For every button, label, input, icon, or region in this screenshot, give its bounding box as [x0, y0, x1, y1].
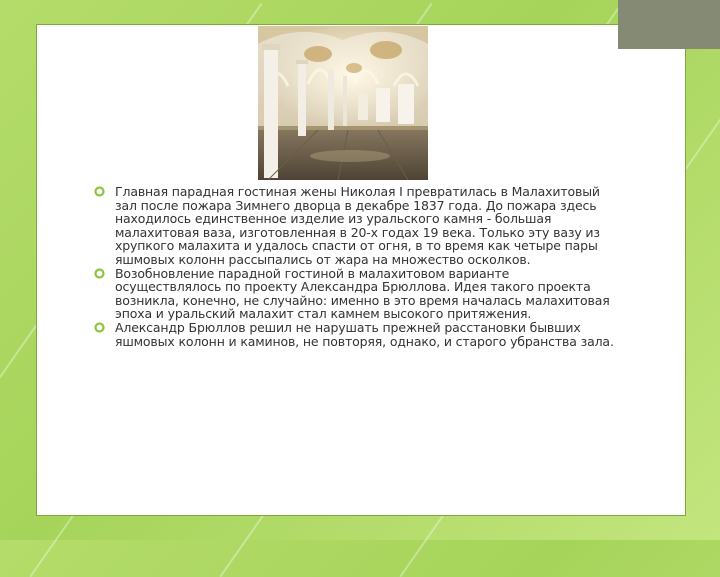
bullet-list: [94, 185, 614, 348]
bullet-item: [94, 185, 614, 267]
bullet-item: [94, 321, 614, 348]
bullet-text: Александр Брюллов решил не нарушать прежней расстановки бывших яшмовых колонн и каминов, не повторяя, однако, и старого убранства зала.: [115, 319, 614, 349]
bullet-text: Главная парадная гостиная жены Николая I превратилась в Малахитовый зал после пожара Зимнего дворца в декабре 1837 года. До пожара здесь находилось единственное изделие из уральского камня - большая малахитовая ваза, изготовленная в 20-х годах 19 века. Только эту вазу из хрупкого малахита и удалось спасти от огня, в то время как четыре пары яшмовых колонн рассыпались от жара на множество осколков.: [115, 184, 600, 267]
corner-decoration: [618, 0, 720, 49]
bullet-text: Возобновление парадной гостиной в малахитовом варианте осуществлялось по проекту Александра Брюллова. Идея такого проекта возникла, конечно, не случайно: именно в это время началась малахитовая эпоха и уральский малахит стал камнем высокого притяжения.: [115, 265, 610, 322]
green-ring-bullet-icon: [94, 322, 105, 333]
palace-hall-photo: [258, 26, 428, 180]
green-ring-bullet-icon: [94, 186, 105, 197]
green-ring-bullet-icon: [94, 268, 105, 279]
bullet-item: [94, 267, 614, 321]
